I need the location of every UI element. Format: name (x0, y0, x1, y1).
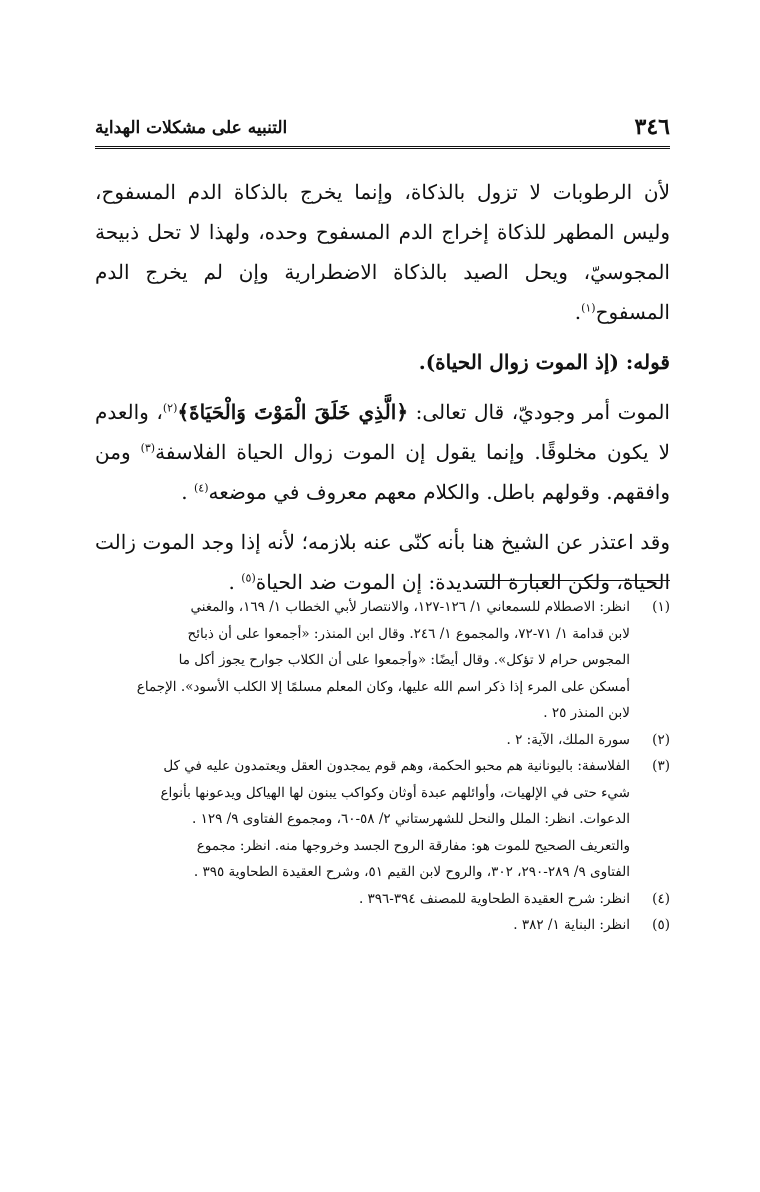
footnote-ref-3[interactable]: (٣) (140, 441, 156, 455)
footnote-line: أمسكن على المرء إذا ذكر اسم الله عليها، وكان المعلم مسلمًا إلا الكلب الأسود». الإجماع (136, 678, 630, 695)
paragraph-1-text-a: لأن الرطوبات لا تزول بالذكاة، وإنما يخرج بالذكاة الدم المسفوح، وليس المطهر للذكاة إخراج الدم المسفوح وحده، ولهذا لا تحل ذبيحة المجوسيّ، ويحل الصيد بالذكاة الاضطرارية وإن لم يخرج الدم المسفوح (95, 180, 670, 324)
footnote-line: انظر: الاصطلام للسمعاني ١/ ١٢٦-١٢٧، والانتصار لأبي الخطاب ١/ ١٦٩، والمغني (190, 599, 630, 615)
footnote-number: (١) (652, 599, 670, 615)
paragraph-3 (95, 392, 670, 512)
paragraph-3-text-b: ، والعدم لا يكون مخلوقًا. وإنما يقول إن الموت زوال الحياة الفلاسفة (95, 400, 670, 464)
main-text (95, 172, 670, 612)
footnote-line: انظر: البناية ١/ ٣٨٢ . (513, 917, 630, 933)
paragraph-3-text-a: الموت أمر وجوديّ، قال تعالى: (408, 400, 670, 424)
running-title: التنبيه على مشكلات الهداية (95, 118, 288, 138)
paragraph-1-text-b: . (574, 300, 582, 324)
footnote-3 (95, 753, 670, 886)
footnote-line: الفتاوى ٩/ ٢٨٩-٢٩٠، ٣٠٢، والروح لابن القيم ٥١، وشرح العقيدة الطحاوية ٣٩٥ . (193, 864, 630, 880)
paragraph-3-text-d: . (181, 480, 194, 504)
footnote-number: (٥) (652, 917, 670, 933)
footnote-ref-4[interactable]: (٤) (193, 481, 209, 495)
footnote-line: الدعوات. انظر: الملل والنحل للشهرستاني ٢/ ٥٨-٦٠، ومجموع الفتاوى ٩/ ١٢٩ . (191, 811, 630, 827)
footnote-number: (٤) (652, 890, 670, 907)
footnote-line: لابن قدامة ١/ ٧١-٧٢، والمجموع ١/ ٢٤٦. وقال ابن المنذر: «أجمعوا على أن ذبائح (187, 625, 630, 642)
page-header (95, 112, 670, 146)
footnote-4 (95, 886, 670, 913)
paragraph-2-text: قوله: (إذ الموت زوال الحياة). (418, 350, 670, 374)
footnote-number: (٢) (652, 731, 670, 748)
footnote-2 (95, 727, 670, 754)
footnote-line: والتعريف الصحيح للموت هو: مفارقة الروح الجسد وخروجها منه. انظر: مجموع (196, 837, 630, 854)
footnote-line: الفلاسفة: باليونانية هم محبو الحكمة، وهم قوم يمجدون العقل ويعتمدون عليه في كل (163, 758, 630, 774)
footnote-ref-1[interactable]: (١) (581, 301, 596, 315)
header-rule (95, 146, 670, 149)
footnote-line: المجوس حرام لا تؤكل». وقال أيضًا: «وأجمعوا على أن الكلاب جوارح يجوز أكل ما (178, 652, 630, 668)
footnote-ref-5[interactable]: (٥) (241, 571, 256, 585)
paragraph-1 (95, 172, 670, 332)
footnote-line: سورة الملك، الآية: ٢ . (506, 731, 630, 748)
footnote-number: (٣) (652, 758, 670, 774)
paragraph-4 (95, 522, 670, 602)
footnotes (95, 594, 670, 939)
footnote-ref-2[interactable]: (٢) (162, 401, 178, 415)
footnote-1 (95, 594, 670, 727)
footnote-separator (478, 580, 670, 581)
footnote-line: انظر: شرح العقيدة الطحاوية للمصنف ٣٩٤-٣٩٦ . (358, 890, 630, 907)
paragraph-4-text-a: وقد اعتذر عن الشيخ هنا بأنه كنّى عنه بلازمه؛ لأنه إذا وجد الموت زالت الحياة، ولكن العبارة السديدة: إن الموت ضد الحياة (95, 530, 670, 594)
footnote-line: شيء حتى في الإلهيات، وأوائلهم عبدة أوثان وكواكب يبنون لها الهياكل ويدعونها بأنواع (160, 784, 630, 801)
page-number: ٣٤٦ (634, 114, 670, 140)
paragraph-2-quote-heading (95, 342, 670, 382)
paragraph-3-text-c: ومن وافقهم. وقولهم باطل. والكلام معهم معروف في موضعه (95, 440, 670, 504)
quran-verse: ﴿الَّذِي خَلَقَ الْمَوْتَ وَالْحَيَاةَ﴾ (177, 400, 409, 424)
footnote-line: لابن المنذر ٢٥ . (543, 705, 630, 721)
footnote-5 (95, 912, 670, 939)
paragraph-4-text-b: . (228, 570, 242, 594)
